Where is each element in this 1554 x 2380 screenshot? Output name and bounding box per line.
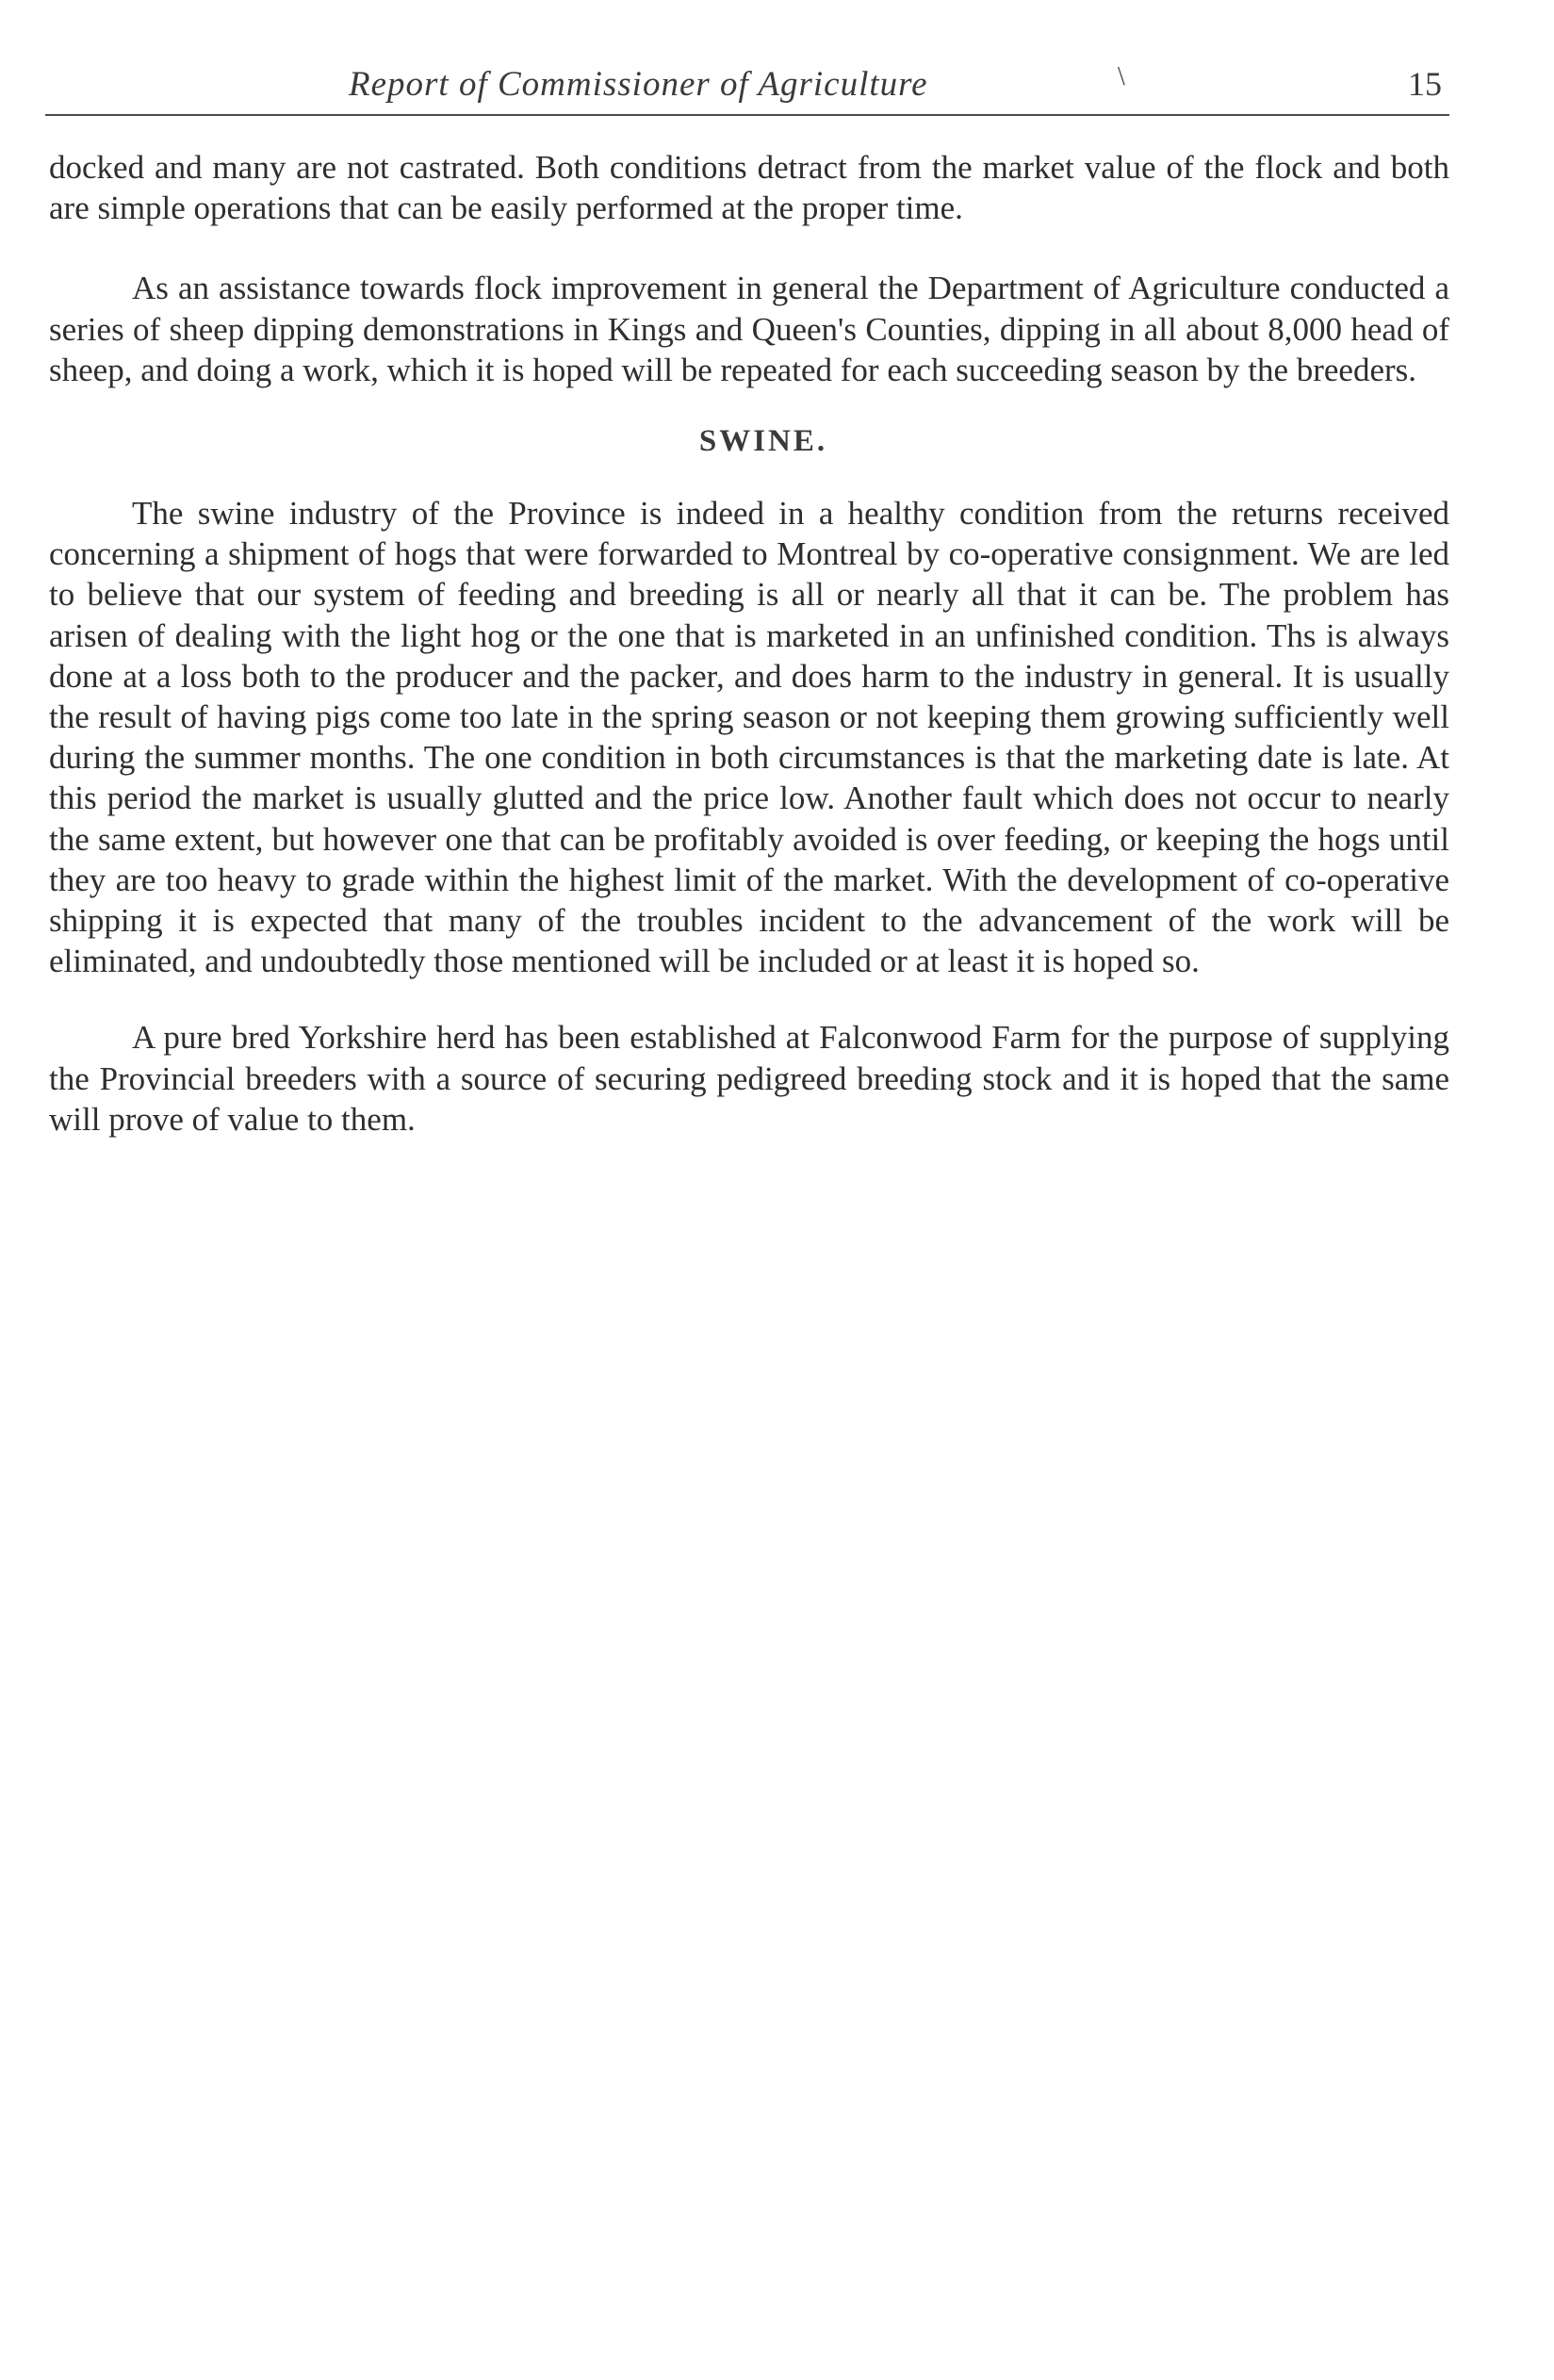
- paragraph-sheep-dipping: As an assistance towards flock improvement in general the Department of Agriculture conducted a series of sheep dipping demonstrations in Kings and Queen's Counties, dipping in all about 8,000 head of sheep, and doing a work, which it is hoped will be repeated for each succeeding season by the breeders.: [49, 270, 1449, 388]
- running-header: [45, 58, 1449, 115]
- header-mark: \: [1118, 62, 1125, 91]
- header-rule: [45, 114, 1449, 116]
- body-text: [49, 147, 1449, 1140]
- page-number: 15: [1408, 65, 1442, 103]
- paragraph-swine-industry: The swine industry of the Province is indeed in a healthy condition from the returns received concerning a shipment of hogs that were forwarded to Montreal by co-operative consignment. We are led to believe that our system of feeding and breeding is all or nearly all that it can be. The problem has arisen of dealing with the light hog or the one that is marketed in an unfinished condition. Ths is always done at a loss both to the producer and the packer, and does harm to the industry in general. It is usually the result of having pigs come too late in the spring season or not keeping them growing sufficiently well during the summer months. The one condition in both circumstances is that the marketing date is late. At this period the market is usually glutted and the price low. Another fault which does not occur to nearly the same extent, but however one that can be profitably avoided is over feeding, or keeping the hogs until they are too heavy to grade within the highest limit of the market. With the development of co-operative shipping it is expected that many of the troubles incident to the advancement of the work will be eliminated, and undoubtedly those mentioned will be included or at least it is hoped so.: [49, 495, 1449, 980]
- paragraph-yorkshire-herd: A pure bred Yorkshire herd has been established at Falconwood Farm for the purpose of supplying the Provincial breeders with a source of securing pedigreed breeding stock and it is hoped that the same will prove of value to them.: [49, 1019, 1449, 1138]
- section-heading-swine: SWINE.: [698, 424, 828, 459]
- header-title: Report of Commissioner of Agriculture: [349, 65, 928, 104]
- paragraph-sheep-continued: docked and many are not castrated. Both conditions detract from the market value of the flock and both are simple operations that can be easily performed at the proper time.: [49, 149, 1449, 227]
